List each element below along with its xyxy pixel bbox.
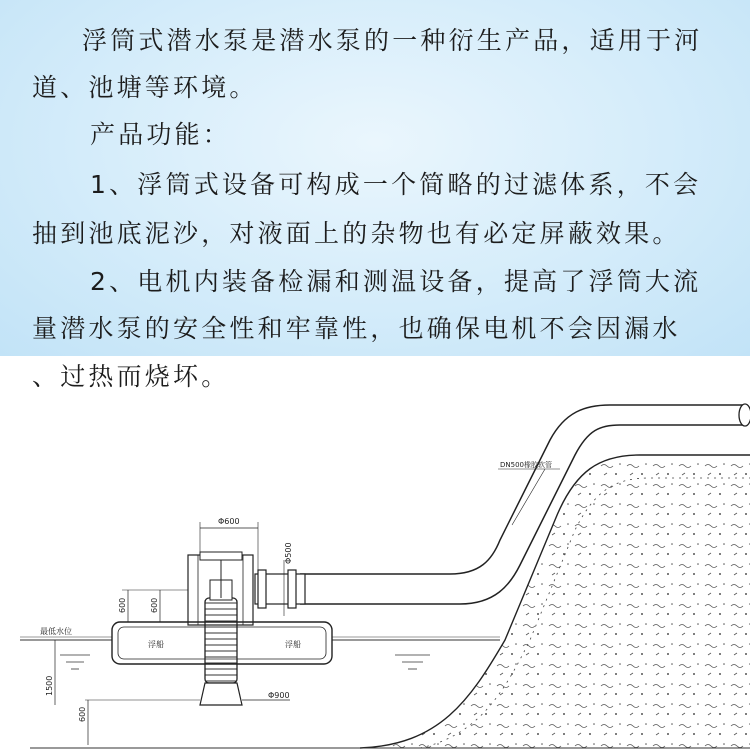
dim-bottom: 600 (78, 706, 87, 722)
dim-pipe-dia: Φ500 (284, 542, 293, 564)
feature-2-line-1: 2、电机内装备检漏和测温设备，提高了浮筒大流 (90, 267, 702, 296)
feature-2-line-2: 量潜水泵的安全性和牢靠性，也确保电机不会因漏水 (32, 314, 681, 343)
water-level-label: 最低水位 (40, 627, 72, 636)
feature-2-line-3: 、过热而烧坏。 (32, 362, 230, 391)
description-panel (0, 0, 750, 356)
pump-motor (205, 598, 237, 683)
riverbank-ground (360, 455, 750, 750)
section-title: 产品功能： (90, 120, 232, 149)
dim-left-height: 600 (118, 597, 127, 613)
intro-line-2: 道、池塘等环境。 (32, 73, 258, 102)
pump-base (200, 683, 242, 705)
hose-label: DN500橡胶软管 (500, 461, 552, 469)
pontoon-right-label: 浮船 (285, 640, 301, 649)
dim-base-dia: Φ900 (268, 691, 290, 700)
dim-inner-height: 600 (150, 597, 159, 613)
pump-installation-drawing (0, 356, 750, 750)
pontoon-left-label: 浮船 (148, 640, 164, 649)
feature-1-line-1: 1、浮筒式设备可构成一个简略的过滤体系，不会 (90, 170, 702, 199)
feature-1-line-2: 抽到池底泥沙，对液面上的杂物也有必定屏蔽效果。 (32, 219, 681, 248)
dim-depth: 1500 (45, 675, 54, 696)
dim-top-width: Φ600 (218, 517, 240, 526)
hose-end (739, 404, 750, 426)
intro-line-1: 浮筒式潜水泵是潜水泵的一种衍生产品，适用于河 (82, 26, 703, 55)
drawing-svg (0, 356, 750, 750)
